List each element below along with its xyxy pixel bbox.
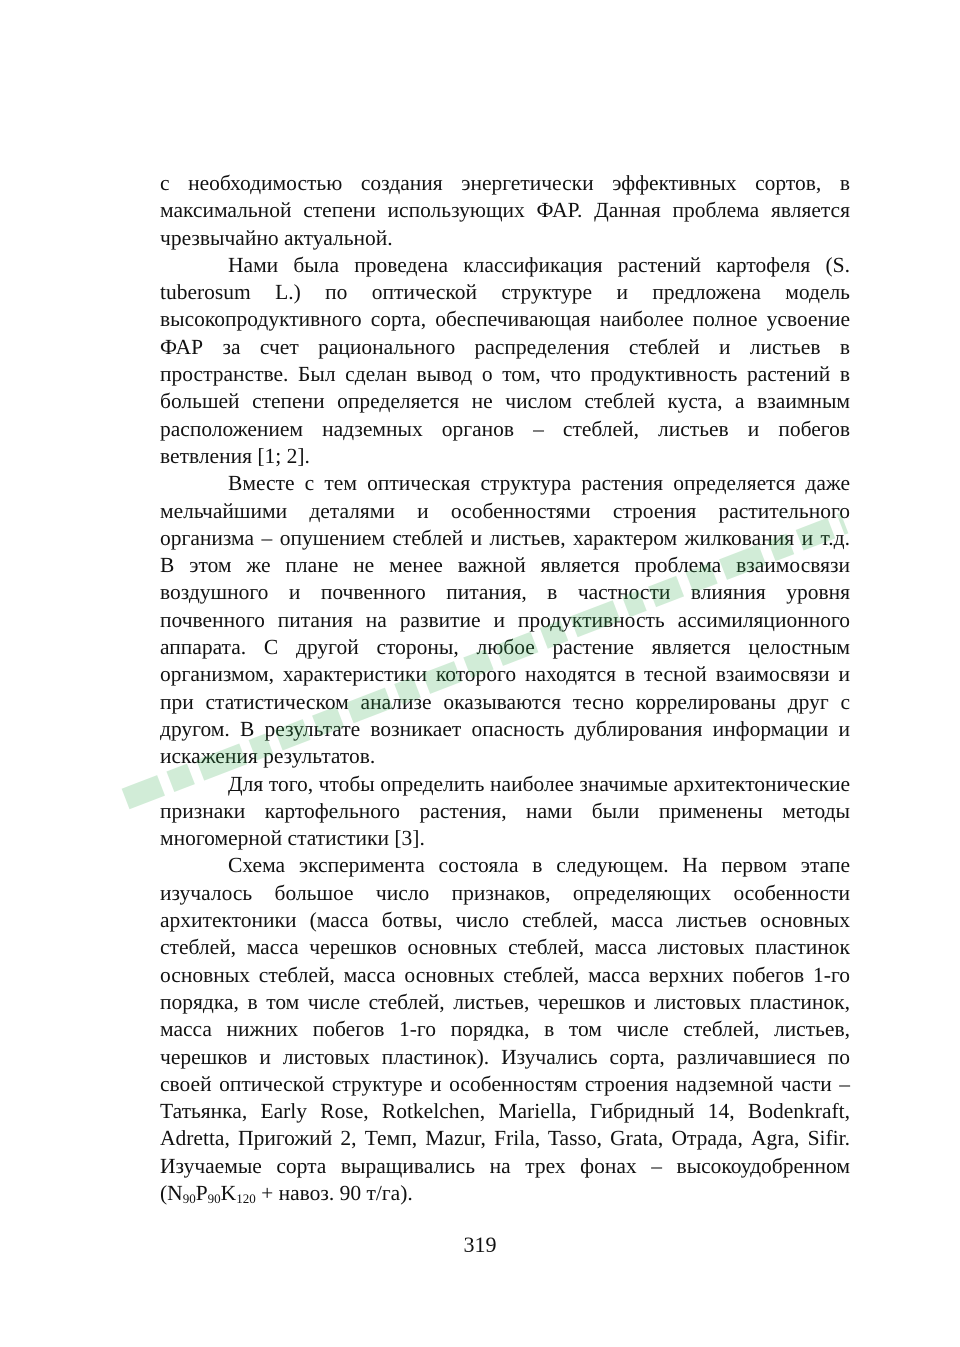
watermark-segment <box>122 775 165 809</box>
paragraph-with-formula <box>160 852 850 1207</box>
formula-tail: + навоз. 90 т/га). <box>255 1180 413 1205</box>
formula: $N_{90}P_{90}K_{120}$ <box>167 1180 256 1206</box>
paragraph: Нами была проведена классификация растений картофеля (S. tuberosum L.) по оптической структуре и предложена модель высокопродуктивного сорта, обеспечивающая наиболее полное усвоение ФАР за счет рационального распределения стеблей и листьев в пространстве. Был сделан вывод о том, что продуктивность растений в большей степени определяется не числом стеблей куста, а взаимным расположением надземных органов – стеблей, листьев и побегов ветвления [1; 2]. <box>160 252 850 468</box>
page-number: 319 <box>463 1232 497 1257</box>
body-text <box>160 170 850 1207</box>
paragraph: с необходимостью создания энергетически эффективных сортов, в максимальной степени использующих ФАР. Данная проблема является чрезвычайно актуальной. <box>160 171 850 250</box>
paragraph-text: Схема эксперимента состояла в следующем. На первом этапе изучалось большое число признаков, определяющих особенности архитектоники (масса ботвы, число стеблей, масса листьев основных стеблей, масса черешков основных стеблей, масса листовых пластинок основных стеблей, масса основных стеблей, масса верхних побегов 1-го порядка, в том числе стеблей, листьев, черешков и листовых пластинок, масса нижних побегов 1-го порядка, в том числе стеблей, листьев, черешков и листовых пластинок). Изучались сорта, различавшиеся по своей оптической структуре и особенностям строения надземной части – Татьянка, Early Rose, Rotkelchen, Mariella, Гибридный 14, Bodenkraft, Adretta, Пригожий 2, Темп, Mazur, Frila, Tasso, Grata, Отрада, Agra, Sifir. Изучаемые сорта выращивались на трех фонах – высокоудобренном ( <box>160 853 850 1205</box>
paragraph: Для того, чтобы определить наиболее значимые архитектонические признаки картофельного растения, нами были применены методы многомерной статистики [3]. <box>160 771 850 851</box>
paragraph: Вместе с тем оптическая структура растения определяется даже мельчайшими деталями и особенностями строения растительного организма – опушением стеблей и листьев, характером жилкования и т.д. В этом же плане не менее важной является проблема взаимосвязи воздушного и почвенного питания, в частности влияния уровня почвенного питания на развитие и продуктивность ассимиляционного аппарата. С другой стороны, любое растение является целостным организмом, характеристики которого находятся в тесной взаимосвязи и при статистическом анализе оказываются тесно коррелированы друг с другом. В результате возникает опасность дублирования информации и искажения результатов. <box>160 471 850 769</box>
